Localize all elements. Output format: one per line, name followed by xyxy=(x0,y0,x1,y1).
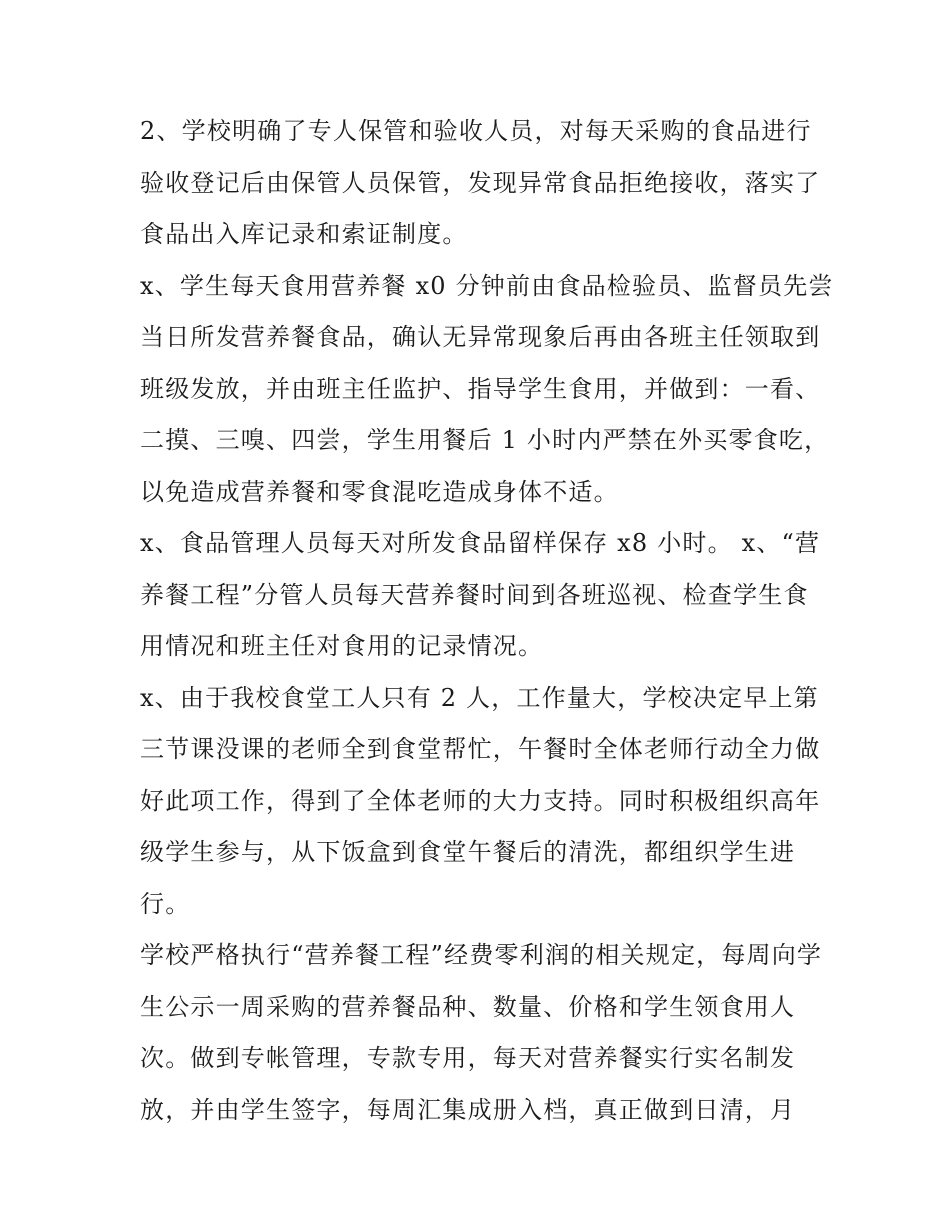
text-line: 级学生参与，从下饭盒到食堂午餐后的清洗，都组织学生进 xyxy=(140,838,796,866)
text-line: 次。做到专帐管理，专款专用，每天对营养餐实行实名制发 xyxy=(140,1044,796,1072)
text-line: 以免造成营养餐和零食混吃造成身体不适。 xyxy=(140,477,619,506)
text-line: 2、学校明确了专人保管和验收人员，对每天采购的食品进行 xyxy=(140,117,812,145)
text-line: 用情况和班主任对食用的记录情况。 xyxy=(140,632,544,660)
text-line: 好此项工作，得到了全体老师的大力支持。同时积极组织高年 xyxy=(140,786,821,815)
text-line: 学校严格执行“营养餐工程”经费零利润的相关规定，每周向学 xyxy=(140,941,823,969)
text-line: x、学生每天食用营养餐 x0 分钟前由食品检验员、监督员先尝 xyxy=(140,271,834,300)
paragraph-4 xyxy=(140,677,820,935)
text-line: 验收登记后由保管人员保管，发现异常食品拒绝接收，落实了 xyxy=(140,168,821,197)
text-line: 当日所发营养餐食品，确认无异常现象后再由各班主任领取到 xyxy=(140,323,821,351)
text-line: 班级发放，并由班主任监护、指导学生食用，并做到：一看、 xyxy=(140,374,821,403)
paragraph-3 xyxy=(140,522,820,677)
paragraph-5 xyxy=(140,934,823,1140)
text-line: 二摸、三嗅、四尝，学生用餐后 1 小时内严禁在外买零食吃， xyxy=(140,426,830,454)
paragraph-1 xyxy=(140,110,820,265)
text-line: 三节课没课的老师全到食堂帮忙，午餐时全体老师行动全力做 xyxy=(140,735,821,763)
text-line: 放，并由学生签字，每周汇集成册入档，真正做到日清，月 xyxy=(140,1095,796,1124)
paragraph-2 xyxy=(140,265,834,523)
text-line: 养餐工程”分管人员每天营养餐时间到各班巡视、检查学生食 xyxy=(140,580,809,609)
text-line: x、食品管理人员每天对所发食品留样保存 x8 小时。 x、“营 xyxy=(140,529,821,557)
text-line: x、由于我校食堂工人只有 2 人，工作量大，学校决定早上第 xyxy=(140,683,819,712)
text-line: 食品出入库记录和索证制度。 xyxy=(140,220,468,248)
text-line: 生公示一周采购的营养餐品种、数量、价格和学生领食用人 xyxy=(140,992,796,1021)
text-line: 行。 xyxy=(140,889,191,918)
document-body xyxy=(140,110,834,1140)
